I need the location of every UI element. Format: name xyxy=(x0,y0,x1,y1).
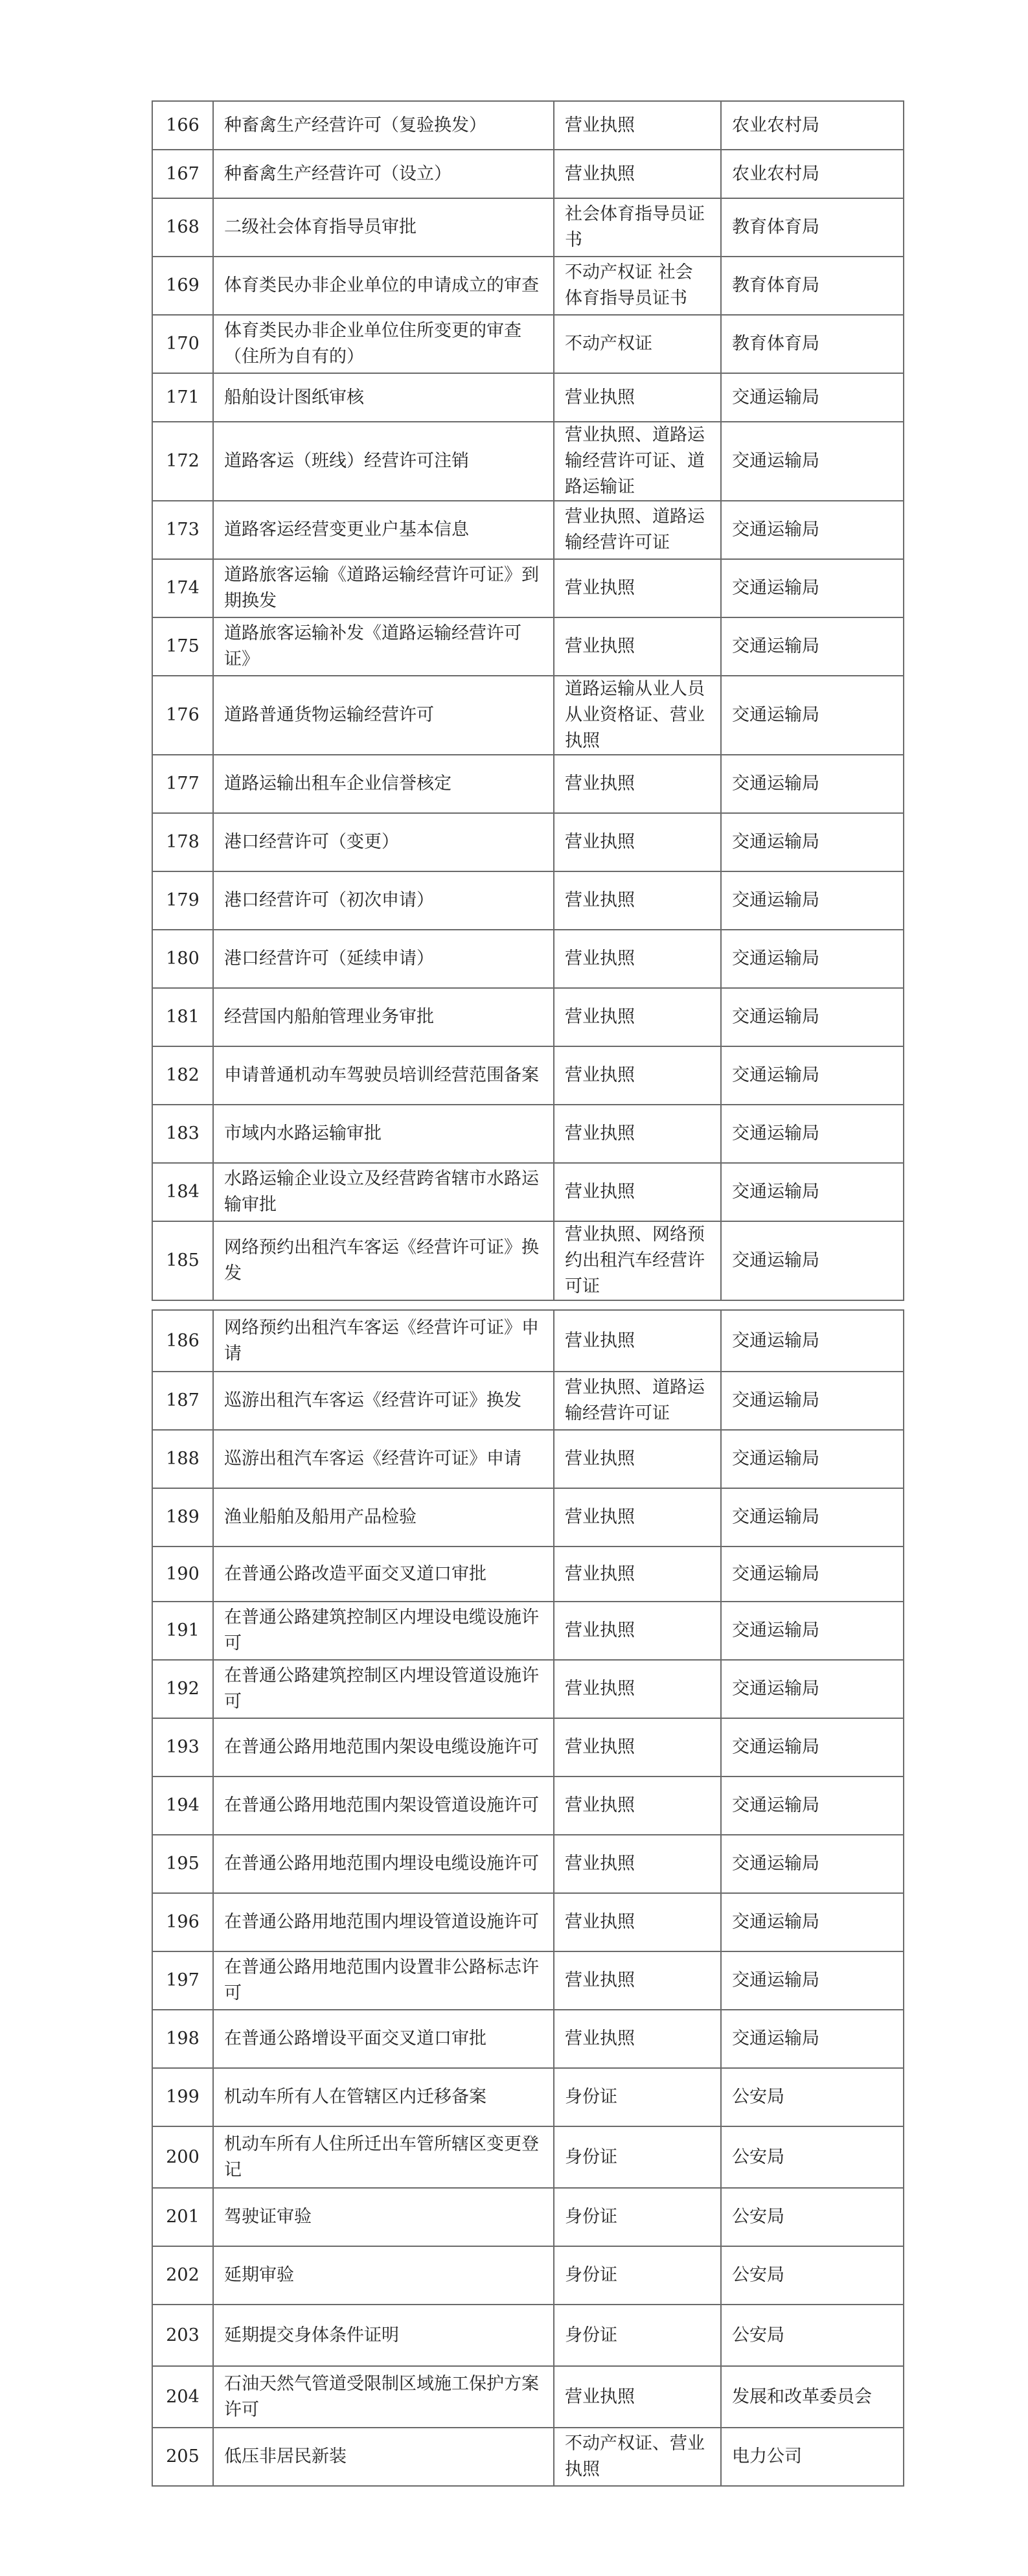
department-cell: 交通运输局 xyxy=(721,1430,904,1488)
table-row xyxy=(152,1835,904,1893)
required-material-cell: 营业执照 xyxy=(554,1046,721,1105)
row-number-cell: 186 xyxy=(152,1310,213,1372)
required-material-cell: 营业执照 xyxy=(554,1547,721,1602)
department-cell: 电力公司 xyxy=(721,2428,904,2486)
table-row xyxy=(152,2068,904,2126)
department-cell: 交通运输局 xyxy=(721,1835,904,1893)
required-material-cell: 营业执照 xyxy=(554,1777,721,1835)
department-cell: 交通运输局 xyxy=(721,1221,904,1300)
row-number-cell: 176 xyxy=(152,676,213,755)
department-cell: 交通运输局 xyxy=(721,1310,904,1372)
row-number-cell: 197 xyxy=(152,1951,213,2010)
table-row xyxy=(152,257,904,315)
service-name-cell: 道路客运（班线）经营许可注销 xyxy=(213,422,554,501)
table-row xyxy=(152,1602,904,1660)
table-row xyxy=(152,1221,904,1300)
department-cell: 公安局 xyxy=(721,2068,904,2126)
service-table-part-2 xyxy=(152,1309,904,2487)
row-number-cell: 177 xyxy=(152,755,213,813)
table-row xyxy=(152,1105,904,1163)
row-number-cell: 182 xyxy=(152,1046,213,1105)
service-name-cell: 在普通公路建筑控制区内埋设电缆设施许可 xyxy=(213,1602,554,1660)
row-number-cell: 189 xyxy=(152,1488,213,1547)
department-cell: 交通运输局 xyxy=(721,1046,904,1105)
service-name-cell: 渔业船舶及船用产品检验 xyxy=(213,1488,554,1547)
row-number-cell: 179 xyxy=(152,871,213,930)
table-row xyxy=(152,988,904,1046)
required-material-cell: 营业执照 xyxy=(554,988,721,1046)
row-number-cell: 192 xyxy=(152,1660,213,1718)
table-row xyxy=(152,2305,904,2366)
department-cell: 交通运输局 xyxy=(721,1951,904,2010)
row-number-cell: 183 xyxy=(152,1105,213,1163)
department-cell: 交通运输局 xyxy=(721,1372,904,1430)
table-row xyxy=(152,198,904,257)
table-row xyxy=(152,1547,904,1602)
table-row xyxy=(152,2246,904,2305)
row-number-cell: 187 xyxy=(152,1372,213,1430)
department-cell: 交通运输局 xyxy=(721,1660,904,1718)
table-row xyxy=(152,1046,904,1105)
department-cell: 交通运输局 xyxy=(721,755,904,813)
table-row xyxy=(152,1777,904,1835)
department-cell: 交通运输局 xyxy=(721,559,904,617)
required-material-cell: 身份证 xyxy=(554,2305,721,2366)
table-row xyxy=(152,617,904,676)
department-cell: 交通运输局 xyxy=(721,2010,904,2068)
row-number-cell: 166 xyxy=(152,101,213,150)
required-material-cell: 社会体育指导员证书 xyxy=(554,198,721,257)
table-row xyxy=(152,2188,904,2246)
required-material-cell: 营业执照 xyxy=(554,2366,721,2428)
required-material-cell: 营业执照、道路运输经营许可证、道路运输证 xyxy=(554,422,721,501)
row-number-cell: 199 xyxy=(152,2068,213,2126)
required-material-cell: 营业执照 xyxy=(554,617,721,676)
service-name-cell: 网络预约出租汽车客运《经营许可证》申请 xyxy=(213,1310,554,1372)
row-number-cell: 194 xyxy=(152,1777,213,1835)
department-cell: 公安局 xyxy=(721,2305,904,2366)
required-material-cell: 营业执照 xyxy=(554,813,721,871)
row-number-cell: 168 xyxy=(152,198,213,257)
table-row xyxy=(152,755,904,813)
table-row xyxy=(152,501,904,559)
department-cell: 农业农村局 xyxy=(721,101,904,150)
table-row xyxy=(152,871,904,930)
row-number-cell: 172 xyxy=(152,422,213,501)
department-cell: 教育体育局 xyxy=(721,257,904,315)
row-number-cell: 205 xyxy=(152,2428,213,2486)
row-number-cell: 196 xyxy=(152,1893,213,1951)
service-name-cell: 在普通公路用地范围内架设电缆设施许可 xyxy=(213,1718,554,1777)
department-cell: 交通运输局 xyxy=(721,676,904,755)
service-name-cell: 种畜禽生产经营许可（设立） xyxy=(213,150,554,198)
table-row xyxy=(152,2126,904,2188)
service-name-cell: 在普通公路用地范围内架设管道设施许可 xyxy=(213,1777,554,1835)
required-material-cell: 道路运输从业人员从业资格证、营业执照 xyxy=(554,676,721,755)
required-material-cell: 营业执照 xyxy=(554,1163,721,1221)
service-name-cell: 水路运输企业设立及经营跨省辖市水路运输审批 xyxy=(213,1163,554,1221)
service-name-cell: 二级社会体育指导员审批 xyxy=(213,198,554,257)
table-row xyxy=(152,2428,904,2486)
department-cell: 交通运输局 xyxy=(721,1602,904,1660)
department-cell: 交通运输局 xyxy=(721,988,904,1046)
row-number-cell: 191 xyxy=(152,1602,213,1660)
row-number-cell: 170 xyxy=(152,315,213,373)
required-material-cell: 营业执照、道路运输经营许可证 xyxy=(554,501,721,559)
department-cell: 交通运输局 xyxy=(721,930,904,988)
department-cell: 教育体育局 xyxy=(721,315,904,373)
required-material-cell: 营业执照 xyxy=(554,150,721,198)
department-cell: 交通运输局 xyxy=(721,422,904,501)
required-material-cell: 营业执照 xyxy=(554,1488,721,1547)
service-name-cell: 在普通公路用地范围内埋设管道设施许可 xyxy=(213,1893,554,1951)
service-name-cell: 道路普通货物运输经营许可 xyxy=(213,676,554,755)
row-number-cell: 167 xyxy=(152,150,213,198)
required-material-cell: 营业执照、道路运输经营许可证 xyxy=(554,1372,721,1430)
service-name-cell: 市域内水路运输审批 xyxy=(213,1105,554,1163)
service-name-cell: 港口经营许可（变更） xyxy=(213,813,554,871)
service-name-cell: 体育类民办非企业单位的申请成立的审查 xyxy=(213,257,554,315)
table-row xyxy=(152,101,904,150)
row-number-cell: 171 xyxy=(152,373,213,422)
service-name-cell: 船舶设计图纸审核 xyxy=(213,373,554,422)
row-number-cell: 184 xyxy=(152,1163,213,1221)
row-number-cell: 190 xyxy=(152,1547,213,1602)
department-cell: 交通运输局 xyxy=(721,1547,904,1602)
required-material-cell: 营业执照 xyxy=(554,871,721,930)
row-number-cell: 181 xyxy=(152,988,213,1046)
department-cell: 交通运输局 xyxy=(721,1718,904,1777)
required-material-cell: 营业执照 xyxy=(554,559,721,617)
service-name-cell: 道路旅客运输补发《道路运输经营许可证》 xyxy=(213,617,554,676)
table-row xyxy=(152,813,904,871)
service-name-cell: 在普通公路增设平面交叉道口审批 xyxy=(213,2010,554,2068)
service-name-cell: 巡游出租汽车客运《经营许可证》申请 xyxy=(213,1430,554,1488)
required-material-cell: 不动产权证 xyxy=(554,315,721,373)
required-material-cell: 营业执照 xyxy=(554,1430,721,1488)
service-name-cell: 申请普通机动车驾驶员培训经营范围备案 xyxy=(213,1046,554,1105)
required-material-cell: 身份证 xyxy=(554,2068,721,2126)
required-material-cell: 营业执照 xyxy=(554,101,721,150)
row-number-cell: 195 xyxy=(152,1835,213,1893)
required-material-cell: 不动产权证、营业执照 xyxy=(554,2428,721,2486)
table-row xyxy=(152,559,904,617)
row-number-cell: 200 xyxy=(152,2126,213,2188)
service-table-part-1 xyxy=(152,100,904,1301)
service-name-cell: 驾驶证审验 xyxy=(213,2188,554,2246)
department-cell: 公安局 xyxy=(721,2126,904,2188)
row-number-cell: 202 xyxy=(152,2246,213,2305)
department-cell: 交通运输局 xyxy=(721,813,904,871)
service-name-cell: 在普通公路用地范围内埋设电缆设施许可 xyxy=(213,1835,554,1893)
department-cell: 交通运输局 xyxy=(721,871,904,930)
table-row xyxy=(152,1718,904,1777)
table-row xyxy=(152,373,904,422)
service-name-cell: 延期审验 xyxy=(213,2246,554,2305)
department-cell: 农业农村局 xyxy=(721,150,904,198)
department-cell: 教育体育局 xyxy=(721,198,904,257)
table-row xyxy=(152,1430,904,1488)
row-number-cell: 204 xyxy=(152,2366,213,2428)
service-name-cell: 石油天然气管道受限制区域施工保护方案许可 xyxy=(213,2366,554,2428)
department-cell: 交通运输局 xyxy=(721,1488,904,1547)
required-material-cell: 营业执照 xyxy=(554,755,721,813)
required-material-cell: 不动产权证 社会体育指导员证书 xyxy=(554,257,721,315)
table-row xyxy=(152,315,904,373)
row-number-cell: 203 xyxy=(152,2305,213,2366)
required-material-cell: 营业执照 xyxy=(554,1718,721,1777)
service-name-cell: 道路旅客运输《道路运输经营许可证》到期换发 xyxy=(213,559,554,617)
row-number-cell: 178 xyxy=(152,813,213,871)
required-material-cell: 身份证 xyxy=(554,2126,721,2188)
service-name-cell: 种畜禽生产经营许可（复验换发） xyxy=(213,101,554,150)
table-row xyxy=(152,2010,904,2068)
table-row xyxy=(152,150,904,198)
row-number-cell: 174 xyxy=(152,559,213,617)
table-row xyxy=(152,1310,904,1372)
department-cell: 交通运输局 xyxy=(721,1777,904,1835)
table-row xyxy=(152,1893,904,1951)
department-cell: 公安局 xyxy=(721,2188,904,2246)
table-row xyxy=(152,2366,904,2428)
table-row xyxy=(152,422,904,501)
row-number-cell: 193 xyxy=(152,1718,213,1777)
department-cell: 交通运输局 xyxy=(721,501,904,559)
department-cell: 交通运输局 xyxy=(721,617,904,676)
service-name-cell: 延期提交身体条件证明 xyxy=(213,2305,554,2366)
department-cell: 发展和改革委员会 xyxy=(721,2366,904,2428)
department-cell: 交通运输局 xyxy=(721,1105,904,1163)
row-number-cell: 175 xyxy=(152,617,213,676)
service-name-cell: 机动车所有人住所迁出车管所辖区变更登记 xyxy=(213,2126,554,2188)
row-number-cell: 201 xyxy=(152,2188,213,2246)
department-cell: 交通运输局 xyxy=(721,1163,904,1221)
required-material-cell: 营业执照 xyxy=(554,2010,721,2068)
service-name-cell: 网络预约出租汽车客运《经营许可证》换发 xyxy=(213,1221,554,1300)
department-cell: 交通运输局 xyxy=(721,1893,904,1951)
table-row xyxy=(152,1372,904,1430)
service-name-cell: 低压非居民新装 xyxy=(213,2428,554,2486)
required-material-cell: 营业执照 xyxy=(554,1602,721,1660)
row-number-cell: 169 xyxy=(152,257,213,315)
table-row xyxy=(152,676,904,755)
service-name-cell: 机动车所有人在管辖区内迁移备案 xyxy=(213,2068,554,2126)
table-row xyxy=(152,1163,904,1221)
service-name-cell: 港口经营许可（初次申请） xyxy=(213,871,554,930)
service-name-cell: 道路客运经营变更业户基本信息 xyxy=(213,501,554,559)
department-cell: 公安局 xyxy=(721,2246,904,2305)
service-name-cell: 在普通公路用地范围内设置非公路标志许可 xyxy=(213,1951,554,2010)
department-cell: 交通运输局 xyxy=(721,373,904,422)
row-number-cell: 198 xyxy=(152,2010,213,2068)
service-name-cell: 巡游出租汽车客运《经营许可证》换发 xyxy=(213,1372,554,1430)
required-material-cell: 营业执照 xyxy=(554,373,721,422)
required-material-cell: 身份证 xyxy=(554,2246,721,2305)
required-material-cell: 营业执照 xyxy=(554,1310,721,1372)
required-material-cell: 营业执照 xyxy=(554,1105,721,1163)
table-row xyxy=(152,1951,904,2010)
service-name-cell: 道路运输出租车企业信誉核定 xyxy=(213,755,554,813)
service-name-cell: 在普通公路建筑控制区内埋设管道设施许可 xyxy=(213,1660,554,1718)
row-number-cell: 185 xyxy=(152,1221,213,1300)
required-material-cell: 营业执照 xyxy=(554,1835,721,1893)
required-material-cell: 身份证 xyxy=(554,2188,721,2246)
required-material-cell: 营业执照、网络预约出租汽车经营许可证 xyxy=(554,1221,721,1300)
row-number-cell: 188 xyxy=(152,1430,213,1488)
service-name-cell: 经营国内船舶管理业务审批 xyxy=(213,988,554,1046)
table-row xyxy=(152,1660,904,1718)
required-material-cell: 营业执照 xyxy=(554,1660,721,1718)
row-number-cell: 173 xyxy=(152,501,213,559)
table-row xyxy=(152,1488,904,1547)
service-name-cell: 港口经营许可（延续申请） xyxy=(213,930,554,988)
required-material-cell: 营业执照 xyxy=(554,930,721,988)
row-number-cell: 180 xyxy=(152,930,213,988)
required-material-cell: 营业执照 xyxy=(554,1893,721,1951)
service-name-cell: 体育类民办非企业单位住所变更的审查（住所为自有的） xyxy=(213,315,554,373)
required-material-cell: 营业执照 xyxy=(554,1951,721,2010)
service-name-cell: 在普通公路改造平面交叉道口审批 xyxy=(213,1547,554,1602)
table-row xyxy=(152,930,904,988)
